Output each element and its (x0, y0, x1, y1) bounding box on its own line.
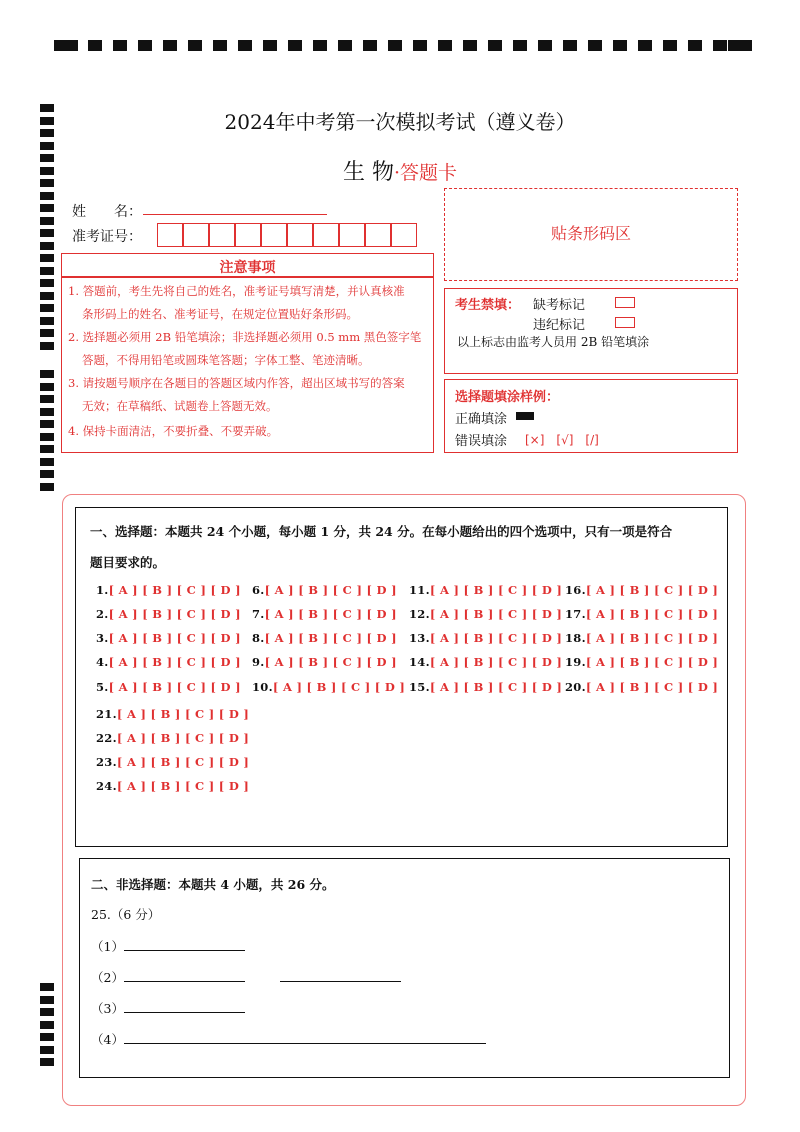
question-number: 22. (96, 731, 117, 745)
choice-question[interactable] (409, 607, 562, 621)
question-number: 16. (565, 583, 586, 597)
timing-mark (238, 40, 252, 51)
notice-line: 条形码上的姓名、准考证号，在规定位置贴好条形码。 (82, 307, 358, 321)
question-number: 24. (96, 779, 117, 793)
question-number: 9. (252, 655, 265, 669)
barcode-area (444, 188, 738, 281)
timing-mark (40, 1021, 54, 1029)
q25-sub3-blank[interactable] (124, 1012, 245, 1013)
question-number: 11. (409, 583, 430, 597)
q25-sub3-label: （3） (91, 1001, 124, 1016)
timing-mark (40, 254, 54, 262)
timing-mark (40, 470, 54, 478)
answer-options[interactable]: [ A ] [ B ] [ C ] [ D ] (264, 655, 397, 669)
notice-line: 答题，不得用铅笔或圆珠笔答题；字体工整、笔迹清晰。 (82, 353, 370, 367)
answer-options[interactable]: [ A ] [ B ] [ C ] [ D ] (585, 680, 719, 694)
timing-mark (40, 229, 54, 237)
name-field[interactable] (143, 214, 327, 215)
timing-mark (40, 445, 54, 453)
choice-question[interactable] (409, 655, 562, 669)
answer-options[interactable]: [ A ] [ B ] [ C ] [ D ] (585, 607, 719, 621)
timing-mark (40, 204, 54, 212)
timing-mark (40, 395, 54, 403)
timing-mark (88, 40, 102, 51)
notice-title: 注意事项 (219, 260, 276, 276)
timing-mark (40, 329, 54, 337)
timing-mark (338, 40, 352, 51)
timing-mark (263, 40, 277, 51)
timing-mark (40, 304, 54, 312)
timing-mark (513, 40, 527, 51)
timing-mark (113, 40, 127, 51)
timing-mark (288, 40, 302, 51)
timing-mark (40, 1033, 54, 1041)
q25-label: 25.（6 分） (91, 907, 161, 922)
subject-name: 生 物 (342, 160, 394, 185)
question-number: 2. (96, 607, 109, 621)
correct-fill-label: 正确填涂 (455, 412, 508, 427)
answer-card-label: 答题卡 (400, 162, 458, 184)
subject-dot: · (393, 162, 401, 184)
choice-question[interactable] (96, 779, 249, 793)
timing-mark (728, 40, 752, 51)
answer-options[interactable]: [ A ] [ B ] [ C ] [ D ] (264, 583, 397, 597)
timing-mark (438, 40, 452, 51)
violation-mark-label: 违纪标记 (533, 318, 586, 333)
timing-mark (588, 40, 602, 51)
notice-line: 3. 请按题号顺序在各题目的答题区域内作答，超出区域书写的答案 (68, 376, 405, 390)
timing-mark (138, 40, 152, 51)
notice-line: 2. 选择题必须用 2B 铅笔填涂；非选择题必须用 0.5 mm 黑色签字笔 (68, 330, 422, 344)
absent-mark-box[interactable] (615, 297, 635, 308)
answer-options[interactable]: [ A ] [ B ] [ C ] [ D ] (429, 631, 563, 645)
section2-title: 二、非选择题：本题共 4 小题，共 26 分。 (91, 877, 335, 892)
choice-question[interactable] (252, 583, 397, 597)
id-digit-cell[interactable] (313, 223, 339, 247)
choice-question[interactable] (96, 707, 249, 721)
question-number: 6. (252, 583, 265, 597)
timing-mark (713, 40, 727, 51)
timing-mark (40, 192, 54, 200)
notice-line: 4. 保持卡面清洁，不要折叠、不要弄破。 (68, 424, 279, 438)
answer-options[interactable]: [ A ] [ B ] [ C ] [ D ] (108, 631, 241, 645)
timing-mark (54, 40, 78, 51)
id-digit-cell[interactable] (183, 223, 209, 247)
choice-question[interactable] (409, 631, 562, 645)
timing-mark (463, 40, 477, 51)
q25-sub1-label: （1） (91, 939, 124, 954)
answer-options[interactable]: [ A ] [ B ] [ C ] [ D ] (264, 607, 397, 621)
question-number: 12. (409, 607, 430, 621)
q25-sub4-blank[interactable] (124, 1043, 486, 1044)
question-number: 7. (252, 607, 265, 621)
answer-options[interactable]: [ A ] [ B ] [ C ] [ D ] (108, 583, 241, 597)
id-digit-cell[interactable] (235, 223, 261, 247)
choice-question[interactable] (565, 655, 718, 669)
exam-title: 2024年中考第一次模拟考试（遵义卷） (224, 110, 576, 134)
answer-options[interactable]: [ A ] [ B ] [ C ] [ D ] (429, 607, 563, 621)
choice-question[interactable] (252, 607, 397, 621)
question-number: 20. (565, 680, 586, 694)
answer-options[interactable]: [ A ] [ B ] [ C ] [ D ] (116, 779, 250, 793)
id-digit-cell[interactable] (209, 223, 235, 247)
timing-mark (40, 1058, 54, 1066)
timing-mark (40, 142, 54, 150)
q25-sub2-blank-a[interactable] (124, 981, 245, 982)
timing-mark (40, 1046, 54, 1054)
id-digit-cell[interactable] (391, 223, 417, 247)
question-number: 10. (252, 680, 273, 694)
notice-line: 无效；在草稿纸、试题卷上答题无效。 (82, 399, 278, 413)
question-number: 5. (96, 680, 109, 694)
answer-options[interactable]: [ A ] [ B ] [ C ] [ D ] (429, 680, 563, 694)
choice-question[interactable] (409, 583, 562, 597)
choice-question[interactable] (565, 631, 718, 645)
answer-options[interactable]: [ A ] [ B ] [ C ] [ D ] (264, 631, 397, 645)
choice-question[interactable] (96, 607, 241, 621)
answer-options[interactable]: [ A ] [ B ] [ C ] [ D ] (585, 631, 719, 645)
timing-mark (663, 40, 677, 51)
answer-options[interactable]: [ A ] [ B ] [ C ] [ D ] (108, 607, 241, 621)
q25-sub2-blank-b[interactable] (280, 981, 401, 982)
timing-mark (613, 40, 627, 51)
answer-options[interactable]: [ A ] [ B ] [ C ] [ D ] (272, 680, 406, 694)
timing-mark (40, 383, 54, 391)
fill-sample-title: 选择题填涂样例： (455, 390, 560, 405)
timing-mark (313, 40, 327, 51)
choice-question[interactable] (409, 680, 562, 694)
timing-mark (40, 342, 54, 350)
timing-mark (538, 40, 552, 51)
notice-line: 1. 答题前，考生先将自己的姓名，准考证号填写清楚，并认真核准 (68, 284, 405, 298)
correct-fill-sample (516, 412, 534, 420)
section1-box (75, 507, 728, 847)
answer-options[interactable]: [ A ] [ B ] [ C ] [ D ] (585, 655, 719, 669)
timing-mark (163, 40, 177, 51)
timing-mark (40, 292, 54, 300)
forbidden-note: 以上标志由监考人员用 2B 铅笔填涂 (457, 335, 650, 349)
subject-heading (0, 155, 800, 186)
question-number: 3. (96, 631, 109, 645)
choice-question[interactable] (252, 631, 397, 645)
question-number: 8. (252, 631, 265, 645)
timing-mark (688, 40, 702, 51)
question-number: 14. (409, 655, 430, 669)
answer-options[interactable]: [ A ] [ B ] [ C ] [ D ] (116, 707, 250, 721)
timing-mark (40, 317, 54, 325)
answer-options[interactable]: [ A ] [ B ] [ C ] [ D ] (116, 731, 250, 745)
choice-question[interactable] (252, 655, 397, 669)
timing-mark (413, 40, 427, 51)
timing-mark (388, 40, 402, 51)
q25-sub1-blank[interactable] (124, 950, 245, 951)
notice-header (61, 253, 434, 277)
choice-question[interactable] (96, 680, 241, 694)
timing-mark (40, 996, 54, 1004)
fill-sample-box (444, 379, 738, 453)
forbidden-box (444, 288, 738, 374)
question-number: 4. (96, 655, 109, 669)
timing-mark (563, 40, 577, 51)
choice-question[interactable] (565, 607, 718, 621)
timing-mark (40, 458, 54, 466)
question-number: 23. (96, 755, 117, 769)
timing-mark (188, 40, 202, 51)
question-number: 1. (96, 583, 109, 597)
question-number: 19. (565, 655, 586, 669)
choice-question[interactable] (252, 680, 405, 694)
answer-options[interactable]: [ A ] [ B ] [ C ] [ D ] (116, 755, 250, 769)
choice-question[interactable] (565, 583, 718, 597)
name-label: 姓 名： (72, 204, 142, 220)
answer-options[interactable]: [ A ] [ B ] [ C ] [ D ] (108, 655, 241, 669)
choice-question[interactable] (96, 731, 249, 745)
section1-title-line1: 一、选择题：本题共 24 个小题，每小题 1 分，共 24 分。在每小题给出的四个选项中，只有一项是符合 (90, 524, 673, 539)
answer-options[interactable]: [ A ] [ B ] [ C ] [ D ] (108, 680, 241, 694)
question-number: 15. (409, 680, 430, 694)
violation-mark-box[interactable] (615, 317, 635, 328)
wrong-fill-label: 错误填涂 (455, 434, 508, 449)
id-digit-cell[interactable] (157, 223, 183, 247)
timing-mark (40, 983, 54, 991)
choice-question[interactable] (565, 680, 718, 694)
choice-question[interactable] (96, 755, 249, 769)
timing-mark (638, 40, 652, 51)
q25-sub4-label: （4） (91, 1032, 124, 1047)
timing-mark (40, 267, 54, 275)
id-label: 准考证号： (72, 229, 142, 245)
timing-mark (40, 217, 54, 225)
timing-mark (40, 242, 54, 250)
wrong-fill-samples: [×] [√] [/] (525, 433, 599, 447)
timing-mark (40, 408, 54, 416)
timing-mark (363, 40, 377, 51)
answer-options[interactable]: [ A ] [ B ] [ C ] [ D ] (429, 655, 563, 669)
section1-title-line2: 题目要求的。 (90, 555, 166, 570)
question-number: 18. (565, 631, 586, 645)
timing-mark (488, 40, 502, 51)
timing-mark (40, 1008, 54, 1016)
absent-mark-label: 缺考标记 (533, 298, 586, 313)
timing-mark (40, 433, 54, 441)
choice-question[interactable] (96, 655, 241, 669)
timing-mark (40, 483, 54, 491)
timing-mark (40, 420, 54, 428)
question-number: 13. (409, 631, 430, 645)
answer-options[interactable]: [ A ] [ B ] [ C ] [ D ] (429, 583, 563, 597)
forbidden-title: 考生禁填： (455, 298, 521, 313)
question-number: 21. (96, 707, 117, 721)
id-digit-cell[interactable] (339, 223, 365, 247)
question-number: 17. (565, 607, 586, 621)
choice-question[interactable] (96, 583, 241, 597)
timing-mark (40, 279, 54, 287)
choice-question[interactable] (96, 631, 241, 645)
answer-options[interactable]: [ A ] [ B ] [ C ] [ D ] (585, 583, 719, 597)
barcode-label: 贴条形码区 (550, 224, 631, 243)
id-digit-cell[interactable] (261, 223, 287, 247)
timing-mark (213, 40, 227, 51)
id-digit-cell[interactable] (287, 223, 313, 247)
q25-sub2-label: （2） (91, 970, 124, 985)
timing-mark (40, 370, 54, 378)
id-digit-cell[interactable] (365, 223, 391, 247)
